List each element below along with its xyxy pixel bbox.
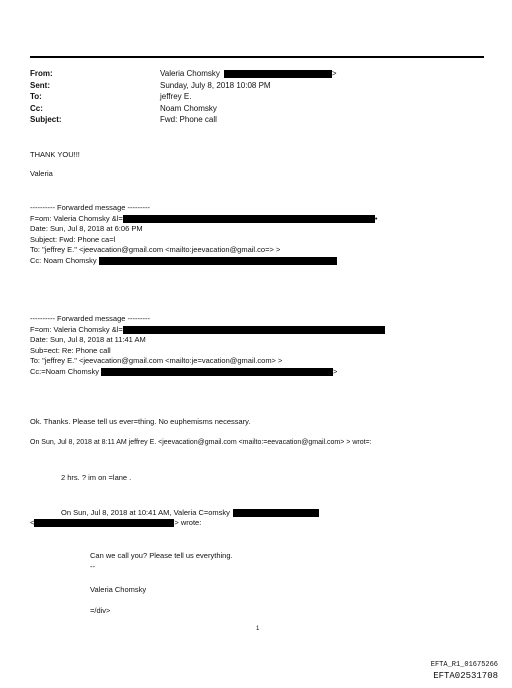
ask-line: Can we call you? Please tell us everything. <box>90 551 233 560</box>
redaction-bar <box>233 509 319 517</box>
forward-subject: Subject: Fwd: Phone ca=l <box>30 234 116 244</box>
cc-row <box>30 103 337 115</box>
page-number: 1 <box>256 626 260 632</box>
forward-date: Date: Sun, Jul 8, 2018 at 6:06 PM <box>30 224 143 233</box>
short-reply: 2 hrs. ? im on =lane . <box>61 473 132 482</box>
footer-id-2: EFTA02531708 <box>433 671 498 681</box>
forward-marker: ---------- Forwarded message --------- <box>30 203 150 212</box>
cc-label: Cc: <box>30 103 43 113</box>
cc-value: Noam Chomsky <box>160 103 217 113</box>
subject-row <box>30 114 337 126</box>
redaction-bar <box>224 70 332 78</box>
redaction-bar <box>123 326 385 334</box>
to-label: To: <box>30 92 42 101</box>
sent-value: Sunday, July 8, 2018 10:08 PM <box>160 80 271 90</box>
quote2-email-row <box>30 518 201 529</box>
subject-value: Fwd: Phone call <box>160 115 217 124</box>
forward-from-tail: • <box>374 213 378 223</box>
forward-cc: Cc: Noam Chomsky <box>30 255 97 265</box>
signature: Valeria Chomsky <box>90 585 147 594</box>
sent-label: Sent: <box>30 80 50 90</box>
forward-date: Date: Sun, Jul 8, 2018 at 11:41 AM <box>30 335 146 344</box>
ok-line: Ok. Thanks. Please tell us ever=thing. No euphemisms necessary. <box>30 417 251 426</box>
forward-cc: Cc:=Noam Chomsky <box>30 366 99 376</box>
from-suffix: > <box>331 69 337 78</box>
quote2-wrote: > wrote: <box>174 518 202 527</box>
forward-from: F=om: Valeria Chomsky &l= <box>30 324 123 334</box>
forward-to: To: "jeffrey E." <jeevacation@gmail.com <mailto:je=vacation@gmail.com> > <box>30 356 283 365</box>
quote2-header: On Sun, Jul 8, 2018 at 10:41 AM, Valeria C=omsky <box>61 508 230 517</box>
redaction-bar <box>123 215 375 223</box>
from-label: From: <box>30 69 53 78</box>
from-row <box>30 68 337 80</box>
footer-id-1: EFTA_R1_01675266 <box>430 661 498 669</box>
forwarded-message-1 <box>30 203 377 266</box>
quote-header: On Sun, Jul 8, 2018 at 8:11 AM jeffrey E. <jeevacation@gmail.com <mailto:=eevacation@gmail.com> > wrot=: <box>30 439 372 446</box>
header-divider <box>30 56 484 58</box>
thanks-line: THANK YOU!!! <box>30 150 80 159</box>
forward-subject: Sub=ect: Re: Phone call <box>30 345 111 355</box>
redaction-bar <box>99 257 337 265</box>
quote2-lt: < <box>30 518 35 527</box>
forward-from: F=om: Valeria Chomsky &l= <box>30 213 123 223</box>
redaction-bar <box>34 519 174 527</box>
from-value: Valeria Chomsky <box>160 69 220 78</box>
to-value: jeffrey E. <box>160 92 192 101</box>
forward-marker: ---------- Forwarded message --------- <box>30 314 150 323</box>
div-tag: =/div> <box>90 606 111 615</box>
dash-line: -- <box>90 562 95 571</box>
quote2-header-row <box>61 508 319 519</box>
forward-cc-tail: > <box>332 366 338 376</box>
to-row <box>30 91 337 103</box>
sent-row <box>30 80 337 92</box>
signoff-line: Valeria <box>30 169 53 178</box>
forwarded-message-2 <box>30 314 385 377</box>
email-header <box>30 68 337 126</box>
forward-to: To: "jeffrey E." <jeevacation@gmail.com <mailto:jeevacation@gmail.co=> > <box>30 245 281 254</box>
subject-label: Subject: <box>30 115 62 124</box>
redaction-bar <box>101 368 333 376</box>
